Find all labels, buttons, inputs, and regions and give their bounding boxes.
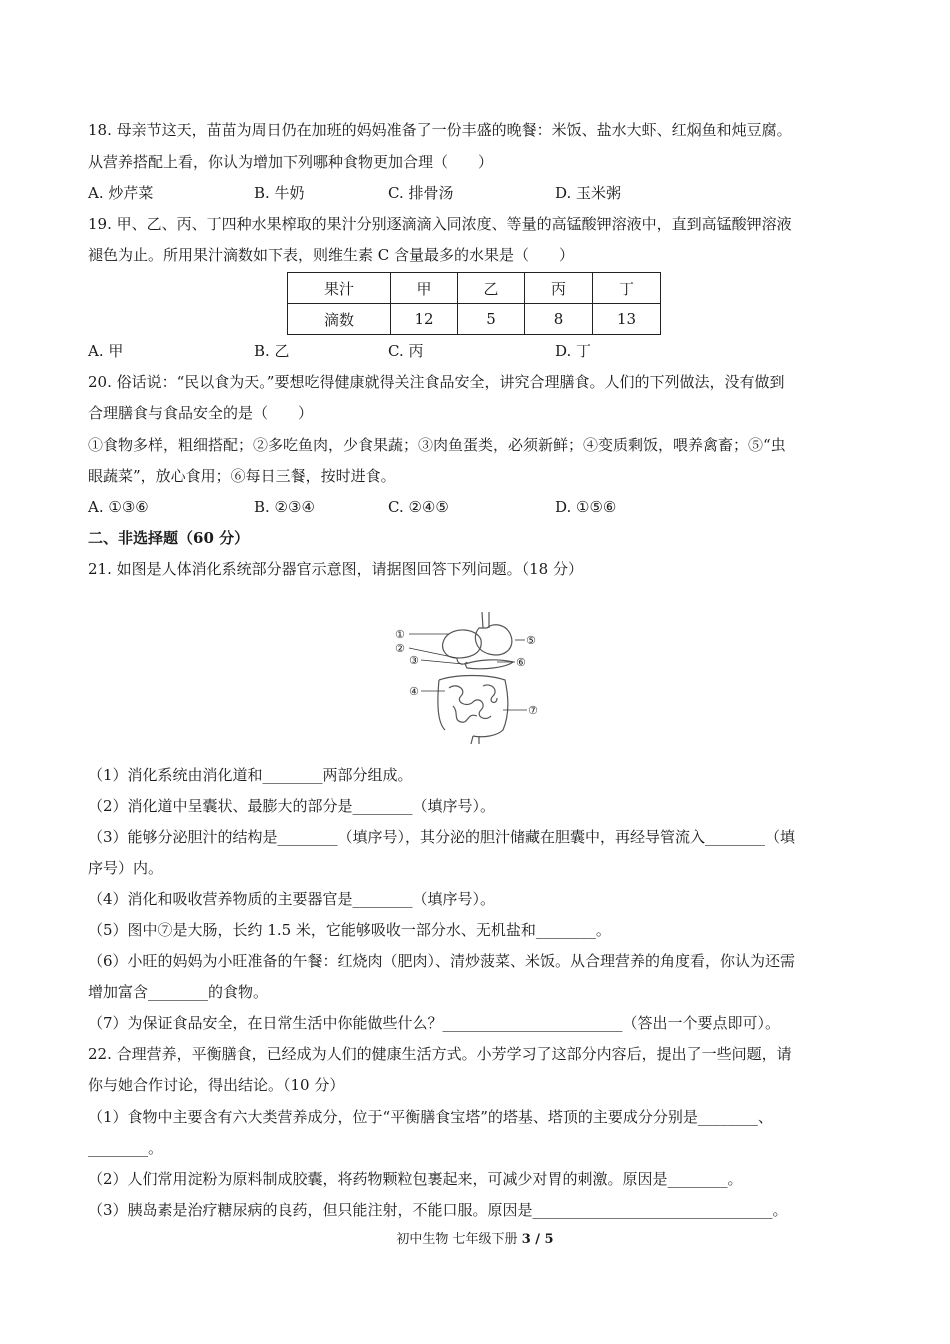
q21-sub4: （4）消化和吸收营养物质的主要器官是________（填序号）。 <box>88 890 496 908</box>
q22-sub1-line2: ________。 <box>88 1139 164 1157</box>
table-cell: 丙 <box>525 273 593 304</box>
q19-stem-line2: 褪色为止。所用果汁滴数如下表，则维生素 C 含量最多的水果是（ ） <box>88 246 575 264</box>
q20-option-b: B. ②③④ <box>254 498 315 516</box>
q21-sub7: （7）为保证食品安全，在日常生活中你能做些什么？________________________（答出一个要点即可）。 <box>88 1014 781 1032</box>
table-cell: 乙 <box>458 273 525 304</box>
q18-stem-line2: 从营养搭配上看，你认为增加下列哪种食物更加合理（ ） <box>88 153 494 171</box>
q18-option-b: B. 牛奶 <box>254 184 305 202</box>
q18-option-d: D. 玉米粥 <box>555 184 622 202</box>
table-cell: 8 <box>525 304 593 335</box>
q19-option-b: B. 乙 <box>254 342 290 360</box>
table-cell: 12 <box>391 304 458 335</box>
diagram-label-5: ⑤ <box>526 634 536 647</box>
table-cell: 甲 <box>391 273 458 304</box>
q19-stem-line1: 19. 甲、乙、丙、丁四种水果榨取的果汁分别逐滴滴入同浓度、等量的高锰酸钾溶液中，直到高锰酸钾溶液 <box>88 215 792 233</box>
q22-sub3: （3）胰岛素是治疗糖尿病的良药，但只能注射，不能口服。原因是________________________________。 <box>88 1201 788 1219</box>
q20-option-a: A. ①③⑥ <box>88 498 149 516</box>
q21-sub6-line1: （6）小旺的妈妈为小旺准备的午餐：红烧肉（肥肉）、清炒菠菜、米饭。从合理营养的角度看，你认为还需 <box>88 952 796 970</box>
q18-option-a: A. 炒芹菜 <box>88 184 154 202</box>
q20-stem-line2: 合理膳食与食品安全的是（ ） <box>88 404 314 422</box>
q21-sub6-line2: 增加富含________的食物。 <box>88 983 269 1001</box>
q21-sub1: （1）消化系统由消化道和________两部分组成。 <box>88 766 413 784</box>
table-cell: 5 <box>458 304 525 335</box>
q21-sub3-line1: （3）能够分泌胆汁的结构是________（填序号），其分泌的胆汁储藏在胆囊中，再经导管流入________（填 <box>88 828 796 846</box>
diagram-label-7: ⑦ <box>528 704 538 717</box>
q18-option-c: C. 排骨汤 <box>388 184 454 202</box>
q20-stem-line3: ①食物多样，粗细搭配；②多吃鱼肉，少食果蔬；③肉鱼蛋类，必须新鲜；④变质剩饭，喂养禽畜；⑤“虫 <box>88 436 786 454</box>
q20-option-d: D. ①⑤⑥ <box>555 498 617 516</box>
q22-sub1-line1: （1）食物中主要含有六大类营养成分，位于“平衡膳食宝塔”的塔基、塔顶的主要成分分别是________、 <box>88 1108 773 1126</box>
diagram-label-4: ④ <box>409 685 419 698</box>
q21-sub3-line2: 序号）内。 <box>88 859 164 877</box>
section-title: 二、非选择题（60 分） <box>88 529 250 547</box>
table-cell: 滴数 <box>288 304 391 335</box>
table-cell: 果汁 <box>288 273 391 304</box>
diagram-label-6: ⑥ <box>516 656 526 669</box>
page-footer <box>0 1228 950 1247</box>
q20-stem-line1: 20. 俗话说：“民以食为天。”要想吃得健康就得关注食品安全，讲究合理膳食。人们的下列做法，没有做到 <box>88 373 785 391</box>
diagram-label-3: ③ <box>409 654 419 667</box>
table-cell: 丁 <box>593 273 661 304</box>
q19-option-d: D. 丁 <box>555 342 592 360</box>
gallbladder-shape <box>457 658 467 664</box>
q19-option-a: A. 甲 <box>88 342 124 360</box>
q21-sub2: （2）消化道中呈囊状、最膨大的部分是________（填序号）。 <box>88 797 496 815</box>
diagram-label-1: ① <box>395 628 405 641</box>
page-number: 3 / 5 <box>521 1232 554 1247</box>
q18-stem-line1: 18. 母亲节这天，苗苗为周日仍在加班的妈妈准备了一份丰盛的晚餐：米饭、盐水大虾、红焖鱼和炖豆腐。 <box>88 121 792 139</box>
table-row <box>288 304 661 335</box>
table-cell: 13 <box>593 304 661 335</box>
q22-stem-line1: 22. 合理营养，平衡膳食，已经成为人们的健康生活方式。小芳学习了这部分内容后，提出了一些问题，请 <box>88 1045 792 1063</box>
q20-stem-line4: 眼蔬菜”，放心食用；⑥每日三餐，按时进食。 <box>88 467 396 485</box>
q21-stem: 21. 如图是人体消化系统部分器官示意图，请据图回答下列问题。（18 分） <box>88 560 583 578</box>
digestive-system-diagram <box>387 598 549 746</box>
pancreas-shape <box>465 660 513 669</box>
q20-option-c: C. ②④⑤ <box>388 498 449 516</box>
q19-option-c: C. 丙 <box>388 342 424 360</box>
large-intestine-shape <box>438 676 508 737</box>
esophagus-shape <box>482 612 489 628</box>
q22-stem-line2: 你与她合作讨论，得出结论。（10 分） <box>88 1076 345 1094</box>
footer-subject: 初中生物 七年级下册 <box>396 1232 518 1247</box>
q21-sub5: （5）图中⑦是大肠，长约 1.5 米，它能够吸收一部分水、无机盐和________。 <box>88 921 611 939</box>
diagram-label-2: ② <box>395 642 405 655</box>
q22-sub2: （2）人们常用淀粉为原料制成胶囊，将药物颗粒包裹起来，可减少对胃的刺激。原因是________。 <box>88 1170 743 1188</box>
juice-drops-table <box>287 272 661 335</box>
table-row <box>288 273 661 304</box>
